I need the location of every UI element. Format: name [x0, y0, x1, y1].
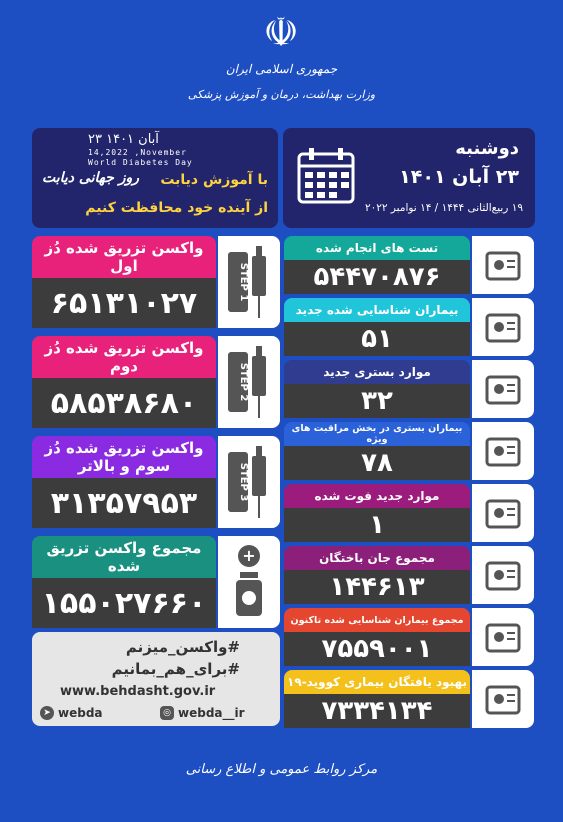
- vaccine-label: واکسن تزریق شده دُز اول: [32, 236, 216, 278]
- step-label: STEP 3: [238, 462, 249, 502]
- diabetes-panel: [32, 128, 278, 228]
- id-card-check-icon: [472, 298, 534, 356]
- stat-label: مجموع جان باختگان: [284, 546, 470, 570]
- icu-bed-icon: [472, 422, 534, 480]
- diabetes-date-fa: ۲۳ آبان ۱۴۰۱: [88, 132, 159, 147]
- recovered-user-icon: [472, 670, 534, 728]
- website-link[interactable]: www.behdasht.gov.ir: [60, 684, 216, 699]
- user-ribbon-icon: [472, 546, 534, 604]
- stat-label: موارد جدید فوت شده: [284, 484, 470, 508]
- footer-credit: مرکز روابط عمومی و اطلاع رسانی: [185, 762, 378, 777]
- step-label: +: [242, 546, 256, 565]
- instagram-handle: webda__ir: [178, 706, 245, 720]
- stat-label: تست های انجام شده: [284, 236, 470, 260]
- calendar-icon: [295, 146, 357, 208]
- stat-value: ۵۴۴۷۰۸۷۶: [284, 260, 470, 294]
- test-tubes-icon: [472, 236, 534, 294]
- vaccine-value: ۳۱۳۵۷۹۵۳: [32, 478, 216, 528]
- vaccine-vial-icon: [218, 536, 280, 628]
- hospital-bed-icon: [472, 360, 534, 418]
- stat-value: ۳۲: [284, 384, 470, 418]
- stat-value: ۱: [284, 508, 470, 542]
- diabetes-slogan-1: با آموزش دیابت: [160, 172, 268, 188]
- stat-value: ۷۳۳۴۱۳۴: [284, 694, 470, 728]
- vaccine-label: واکسن تزریق شده دُز دوم: [32, 336, 216, 378]
- stat-value: ۱۴۴۶۱۳: [284, 570, 470, 604]
- black-ribbon-icon: [472, 484, 534, 542]
- vaccine-value: ۶۵۱۳۱۰۲۷: [32, 278, 216, 328]
- date-panel: [283, 128, 535, 228]
- diabetes-slogan-2: از آینده خود محافظت کنیم: [85, 200, 268, 216]
- stat-label: بیماران شناسایی شده جدید: [284, 298, 470, 322]
- vaccine-value: ۵۸۵۳۸۶۸۰: [32, 378, 216, 428]
- diabetes-date-en: 14,2022 ,November: [88, 148, 187, 157]
- date-main: ۲۳ آبان ۱۴۰۱: [399, 166, 519, 188]
- instagram-link[interactable]: [160, 706, 245, 720]
- stat-label: بهبود یافتگان بیماری کووید-۱۹: [284, 670, 470, 694]
- vaccine-value: ۱۵۵۰۲۷۶۶۰: [32, 578, 216, 628]
- syringe-icon: [218, 336, 280, 428]
- stat-value: ۷۵۵۹۰۰۱: [284, 632, 470, 666]
- stat-label: موارد بستری جدید: [284, 360, 470, 384]
- date-sub: ۱۹ ربیع‌الثانی ۱۴۴۴ / ۱۴ نوامبر ۲۰۲۲: [364, 202, 523, 214]
- diabetes-script-title: روز جهانی دیابت: [42, 170, 140, 186]
- diabetes-event-en: World Diabetes Day: [88, 158, 193, 167]
- telegram-handle: webda: [58, 706, 103, 720]
- stat-value: ۵۱: [284, 322, 470, 356]
- instagram-icon: ◎: [160, 706, 174, 720]
- header-line-1: جمهوری اسلامی ایران: [225, 62, 338, 76]
- date-weekday: دوشنبه: [455, 138, 519, 159]
- syringe-icon: [218, 436, 280, 528]
- hashtag-2[interactable]: #برای_هم_بمانیم: [111, 660, 240, 678]
- telegram-icon: ➤: [40, 706, 54, 720]
- header-line-2: وزارت بهداشت، درمان و آموزش پزشکی: [187, 88, 376, 101]
- stat-label: بیماران بستری در بخش مراقبت های ویژه: [284, 422, 470, 446]
- vaccine-label: واکسن تزریق شده دُز سوم و بالاتر: [32, 436, 216, 478]
- id-card-plus-icon: [472, 608, 534, 666]
- telegram-link[interactable]: [40, 706, 103, 720]
- social-panel: [32, 632, 280, 726]
- step-label: STEP 2: [238, 362, 249, 402]
- stat-value: ۷۸: [284, 446, 470, 480]
- step-label: STEP 1: [238, 262, 249, 302]
- stat-label: مجموع بیماران شناسایی شده تاکنون: [284, 608, 470, 632]
- emblem-icon: ☫: [263, 10, 299, 56]
- syringe-icon: [218, 236, 280, 328]
- hashtag-1[interactable]: #واکسن_میزنم: [125, 638, 240, 656]
- vaccine-label: مجموع واکسن تزریق شده: [32, 536, 216, 578]
